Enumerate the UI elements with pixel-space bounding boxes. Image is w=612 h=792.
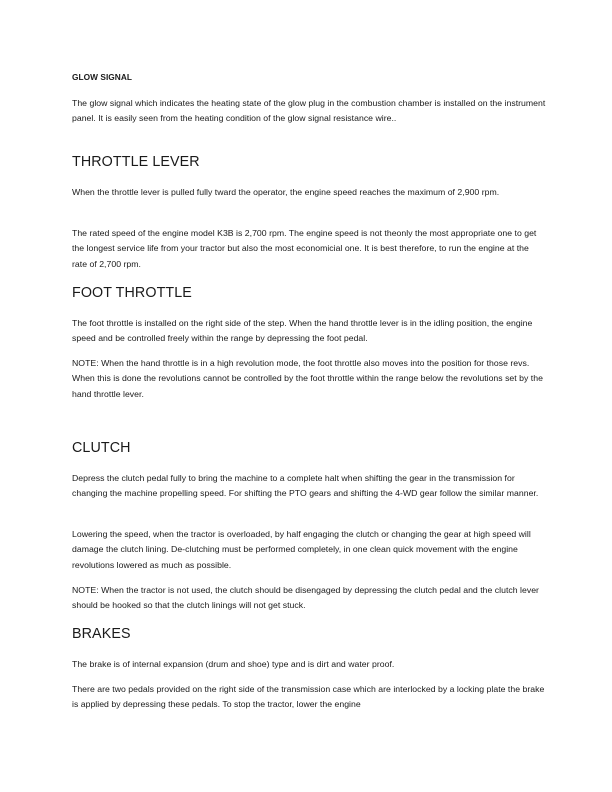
- throttle-lever-heading: THROTTLE LEVER: [72, 154, 200, 170]
- throttle-lever-paragraph-1: When the throttle lever is pulled fully tward the operator, the engine speed reaches the maximum of 2,900 rpm.: [72, 187, 500, 197]
- clutch-paragraph-2: Lowering the speed, when the tractor is overloaded, by half engaging the clutch or changing the gear at high speed will damage the clutch lining. De-clutching must be performed completely, in one clean quick movement with the engine revolutions lowered as much as possible.: [72, 529, 531, 570]
- foot-throttle-note: NOTE: When the hand throttle is in a high revolution mode, the foot throttle also moves into the position for those revs. When this is done the revolutions cannot be controlled by the foot throttle within the range below the revolutions set by the hand throttle lever.: [72, 358, 543, 399]
- clutch-heading: CLUTCH: [72, 440, 131, 456]
- clutch-note: NOTE: When the tractor is not used, the clutch should be disengaged by depressing the clutch pedal and the clutch lever should be hooked so that the clutch linings will not get stuck.: [72, 585, 539, 611]
- foot-throttle-heading: FOOT THROTTLE: [72, 285, 192, 301]
- throttle-lever-paragraph-2: The rated speed of the engine model K3B is 2,700 rpm. The engine speed is not theonly the most appropriate one to get the longest service life from your tractor but also the most economicial one. It is best therefore, to run the engine at the rate of 2,700 rpm.: [72, 228, 537, 269]
- glow-signal-paragraph: The glow signal which indicates the heating state of the glow plug in the combustion chamber is installed on the instrument panel. It is easily seen from the heating condition of the glow signal resistance wire..: [72, 98, 546, 124]
- brakes-paragraph-2: There are two pedals provided on the right side of the transmission case which are interlocked by a locking plate the brake is applied by depressing these pedals. To stop the tractor, lower the engine: [72, 684, 545, 710]
- clutch-paragraph-1: Depress the clutch pedal fully to bring the machine to a complete halt when shifting the gear in the transmission for changing the machine propelling speed. For shifting the PTO gears and shifting the 4-WD gear follow the similar manner.: [72, 473, 539, 499]
- brakes-heading: BRAKES: [72, 626, 131, 642]
- foot-throttle-paragraph-1: The foot throttle is installed on the right side of the step. When the hand throttle lever is in the idling position, the engine speed and be controlled freely within the range by depressing the foot pedal.: [72, 318, 533, 344]
- glow-signal-heading: GLOW SIGNAL: [72, 72, 133, 82]
- brakes-paragraph-1: The brake is of internal expansion (drum and shoe) type and is dirt and water proof.: [72, 659, 395, 669]
